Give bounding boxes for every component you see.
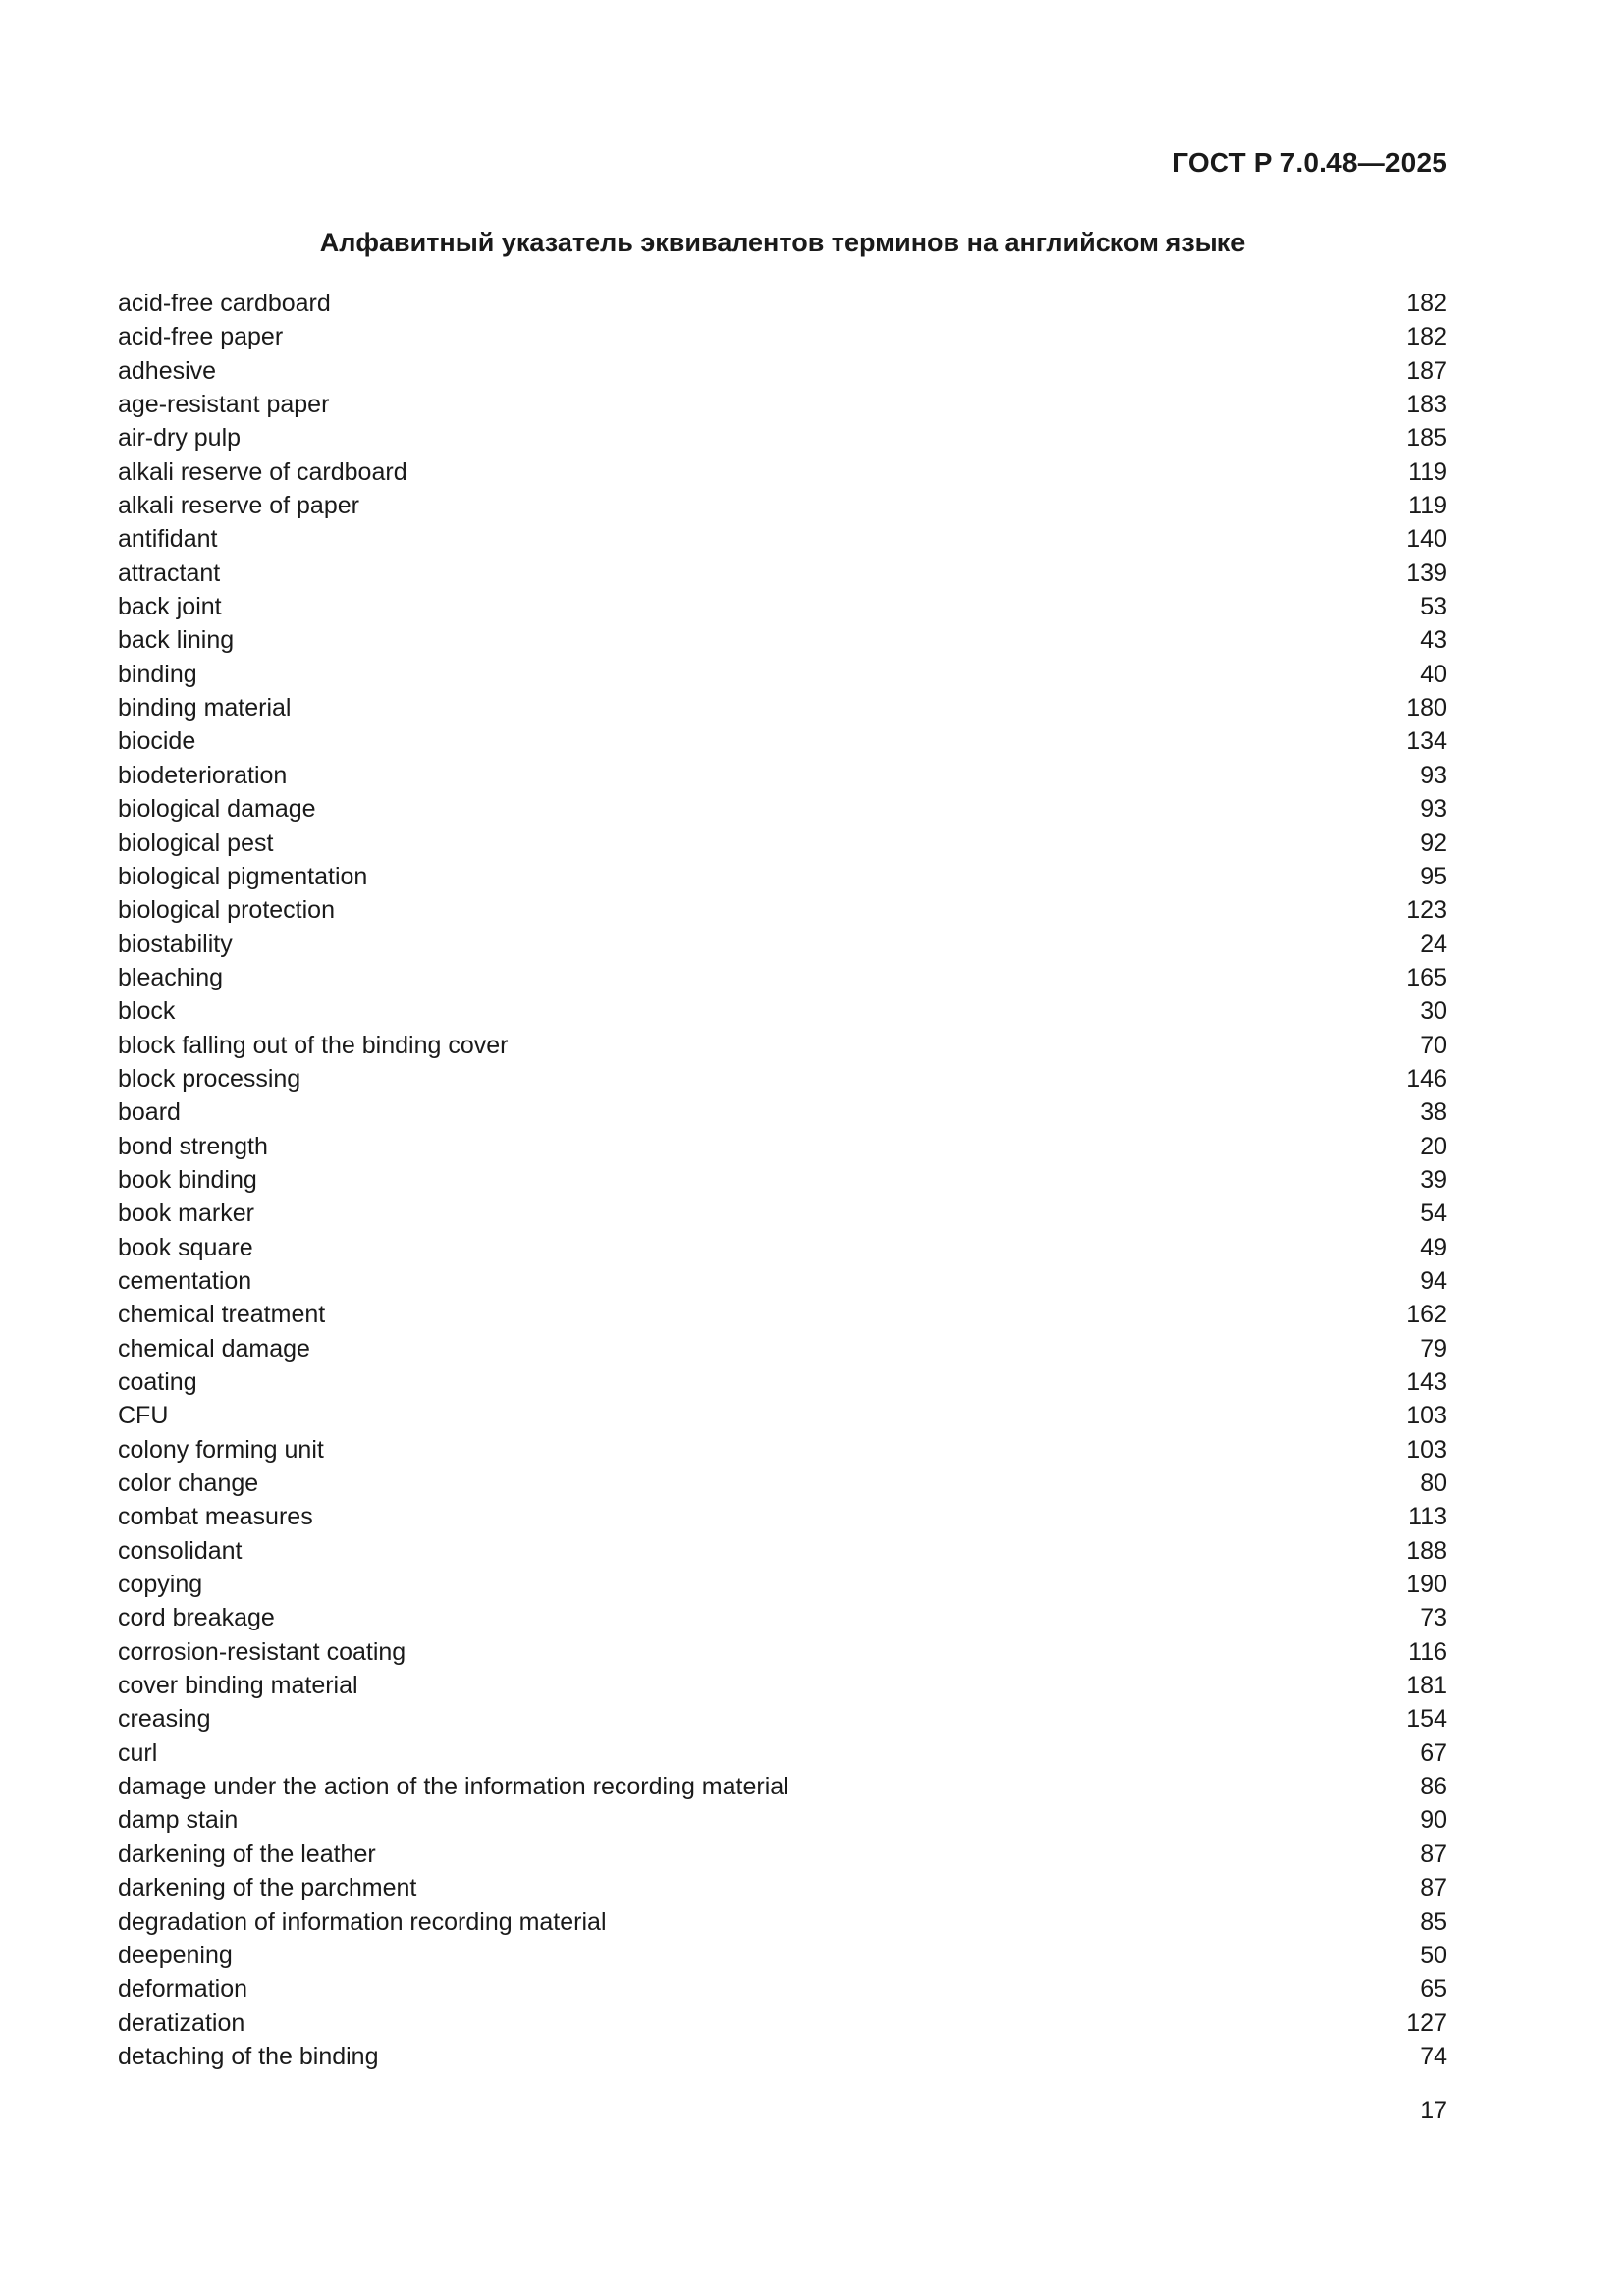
index-term: colony forming unit: [118, 1435, 324, 1464]
index-entry: [118, 1838, 1447, 1871]
index-term: attractant: [118, 559, 221, 587]
index-ref-number: 93: [1420, 795, 1447, 824]
index-entry: [118, 489, 1447, 522]
index-entry: [118, 522, 1447, 556]
index-entry: [118, 1095, 1447, 1129]
index-entry: [118, 1939, 1447, 1972]
index-ref-number: 85: [1420, 1907, 1447, 1936]
index-entry: [118, 1635, 1447, 1669]
index-ref-number: 182: [1406, 290, 1447, 317]
index-term: degradation of information recording material: [118, 1907, 607, 1936]
index-ref-number: 73: [1420, 1604, 1447, 1632]
index-ref-number: 50: [1420, 1941, 1447, 1969]
index-ref-number: 80: [1420, 1469, 1447, 1498]
index-ref-number: 38: [1420, 1098, 1447, 1127]
index-ref-number: 134: [1406, 727, 1447, 756]
index-ref-number: 154: [1406, 1705, 1447, 1734]
index-term: damp stain: [118, 1806, 239, 1835]
index-entry: [118, 455, 1447, 489]
term-index-list: [118, 287, 1447, 2073]
index-term: bond strength: [118, 1132, 268, 1160]
index-term: biological damage: [118, 795, 316, 824]
index-term: board: [118, 1098, 181, 1127]
index-ref-number: 123: [1406, 896, 1447, 925]
index-ref-number: 180: [1406, 694, 1447, 722]
index-entry: [118, 354, 1447, 388]
index-term: cord breakage: [118, 1604, 275, 1632]
index-term: biostability: [118, 930, 233, 958]
index-entry: [118, 623, 1447, 657]
index-term: biocide: [118, 727, 196, 756]
index-entry: [118, 590, 1447, 623]
index-ref-number: 87: [1420, 1874, 1447, 1902]
index-term: book marker: [118, 1200, 254, 1228]
index-entry: [118, 1365, 1447, 1399]
index-term: block processing: [118, 1064, 301, 1093]
index-ref-number: 90: [1420, 1806, 1447, 1835]
index-ref-number: 86: [1420, 1773, 1447, 1801]
index-term: block: [118, 997, 176, 1026]
index-entry: [118, 1332, 1447, 1365]
index-ref-number: 119: [1408, 457, 1447, 486]
index-entry: [118, 724, 1447, 758]
index-term: damage under the action of the information recording material: [118, 1773, 789, 1801]
index-term: darkening of the leather: [118, 1840, 376, 1868]
index-ref-number: 103: [1406, 1435, 1447, 1464]
index-entry: [118, 1298, 1447, 1331]
index-entry: [118, 1264, 1447, 1298]
index-ref-number: 139: [1406, 559, 1447, 587]
index-ref-number: 113: [1408, 1503, 1447, 1531]
index-ref-number: 54: [1420, 1200, 1447, 1228]
index-entry: [118, 1871, 1447, 1904]
index-ref-number: 92: [1420, 828, 1447, 857]
index-ref-number: 70: [1420, 1031, 1447, 1059]
index-entry: [118, 961, 1447, 994]
index-ref-number: 79: [1420, 1334, 1447, 1362]
index-term: creasing: [118, 1705, 211, 1734]
index-term: curl: [118, 1738, 158, 1767]
index-term: bleaching: [118, 963, 224, 991]
index-term: corrosion-resistant coating: [118, 1637, 406, 1666]
index-term: copying: [118, 1571, 203, 1599]
index-ref-number: 20: [1420, 1132, 1447, 1160]
index-term: darkening of the parchment: [118, 1874, 417, 1902]
index-ref-number: 53: [1420, 593, 1447, 621]
index-ref-number: 165: [1406, 963, 1447, 991]
index-term: back joint: [118, 593, 222, 621]
index-ref-number: 116: [1408, 1637, 1447, 1666]
index-entry: [118, 320, 1447, 353]
index-term: book square: [118, 1233, 253, 1261]
index-ref-number: 162: [1406, 1301, 1447, 1329]
index-term: binding: [118, 660, 197, 688]
index-entry: [118, 1736, 1447, 1770]
index-ref-number: 74: [1420, 2042, 1447, 2070]
index-entry: [118, 1669, 1447, 1702]
index-ref-number: 103: [1406, 1402, 1447, 1430]
index-entry: [118, 1399, 1447, 1432]
index-entry: [118, 827, 1447, 860]
index-term: binding material: [118, 694, 292, 722]
index-ref-number: 183: [1406, 391, 1447, 419]
index-entry: [118, 893, 1447, 927]
index-entry: [118, 1163, 1447, 1197]
index-entry: [118, 1062, 1447, 1095]
index-term: consolidant: [118, 1536, 243, 1565]
index-ref-number: 187: [1406, 356, 1447, 385]
index-entry: [118, 1972, 1447, 2005]
index-entry: [118, 2006, 1447, 2040]
index-term: back lining: [118, 626, 235, 655]
index-entry: [118, 1702, 1447, 1735]
index-term: chemical treatment: [118, 1301, 326, 1329]
index-term: book binding: [118, 1165, 257, 1194]
index-term: acid-free paper: [118, 323, 284, 351]
index-ref-number: 146: [1406, 1064, 1447, 1093]
index-term: coating: [118, 1368, 197, 1396]
index-ref-number: 190: [1406, 1571, 1447, 1599]
index-entry: [118, 1905, 1447, 1939]
index-term: age-resistant paper: [118, 391, 330, 419]
index-ref-number: 143: [1406, 1368, 1447, 1396]
index-entry: [118, 388, 1447, 421]
index-ref-number: 43: [1420, 626, 1447, 655]
index-term: air-dry pulp: [118, 424, 242, 453]
index-entry: [118, 994, 1447, 1028]
index-ref-number: 94: [1420, 1266, 1447, 1295]
index-term: detaching of the binding: [118, 2042, 379, 2070]
index-ref-number: 24: [1420, 930, 1447, 958]
index-entry: [118, 287, 1447, 320]
index-term: combat measures: [118, 1503, 313, 1531]
index-term: adhesive: [118, 356, 217, 385]
index-entry: [118, 1534, 1447, 1568]
index-term: biodeterioration: [118, 761, 288, 789]
index-term: antifidant: [118, 525, 218, 554]
index-entry: [118, 1433, 1447, 1467]
index-term: deepening: [118, 1941, 233, 1969]
index-entry: [118, 759, 1447, 792]
index-term: cover binding material: [118, 1672, 358, 1700]
index-title: Алфавитный указатель эквивалентов терминов на английском языке: [319, 228, 1246, 257]
index-ref-number: 49: [1420, 1233, 1447, 1261]
index-term: deratization: [118, 2008, 245, 2037]
index-ref-number: 119: [1408, 492, 1447, 520]
index-term: biological pest: [118, 828, 274, 857]
index-entry: [118, 658, 1447, 691]
index-entry: [118, 691, 1447, 724]
index-ref-number: 93: [1420, 761, 1447, 789]
index-entry: [118, 1770, 1447, 1803]
index-term: alkali reserve of paper: [118, 492, 359, 520]
page-number: 17: [1420, 2097, 1447, 2124]
index-term: biological pigmentation: [118, 862, 368, 890]
index-ref-number: 65: [1420, 1975, 1447, 2003]
index-entry: [118, 421, 1447, 454]
index-entry: [118, 1197, 1447, 1230]
index-entry: [118, 2040, 1447, 2073]
index-entry: [118, 557, 1447, 590]
index-ref-number: 87: [1420, 1840, 1447, 1868]
index-ref-number: 181: [1406, 1672, 1447, 1700]
index-entry: [118, 792, 1447, 826]
index-ref-number: 95: [1420, 862, 1447, 890]
index-entry: [118, 1803, 1447, 1837]
index-ref-number: 30: [1420, 997, 1447, 1026]
index-ref-number: 67: [1420, 1738, 1447, 1767]
index-entry: [118, 1231, 1447, 1264]
index-entry: [118, 1601, 1447, 1634]
index-term: acid-free cardboard: [118, 290, 331, 317]
index-ref-number: 185: [1406, 424, 1447, 453]
index-term: block falling out of the binding cover: [118, 1031, 509, 1059]
index-ref-number: 127: [1406, 2008, 1447, 2037]
index-entry: [118, 1130, 1447, 1163]
index-ref-number: 188: [1406, 1536, 1447, 1565]
index-term: deformation: [118, 1975, 248, 2003]
index-entry: [118, 1467, 1447, 1500]
index-term: CFU: [118, 1402, 169, 1430]
index-ref-number: 182: [1406, 323, 1447, 351]
index-entry: [118, 1029, 1447, 1062]
index-ref-number: 39: [1420, 1165, 1447, 1194]
index-term: biological protection: [118, 896, 335, 925]
index-term: chemical damage: [118, 1334, 310, 1362]
index-ref-number: 140: [1406, 525, 1447, 554]
index-entry: [118, 928, 1447, 961]
index-term: cementation: [118, 1266, 252, 1295]
index-ref-number: 40: [1420, 660, 1447, 688]
index-entry: [118, 860, 1447, 893]
index-entry: [118, 1568, 1447, 1601]
index-term: color change: [118, 1469, 259, 1498]
index-term: alkali reserve of cardboard: [118, 457, 407, 486]
document-code: ГОСТ Р 7.0.48—2025: [1172, 147, 1447, 178]
index-entry: [118, 1500, 1447, 1533]
